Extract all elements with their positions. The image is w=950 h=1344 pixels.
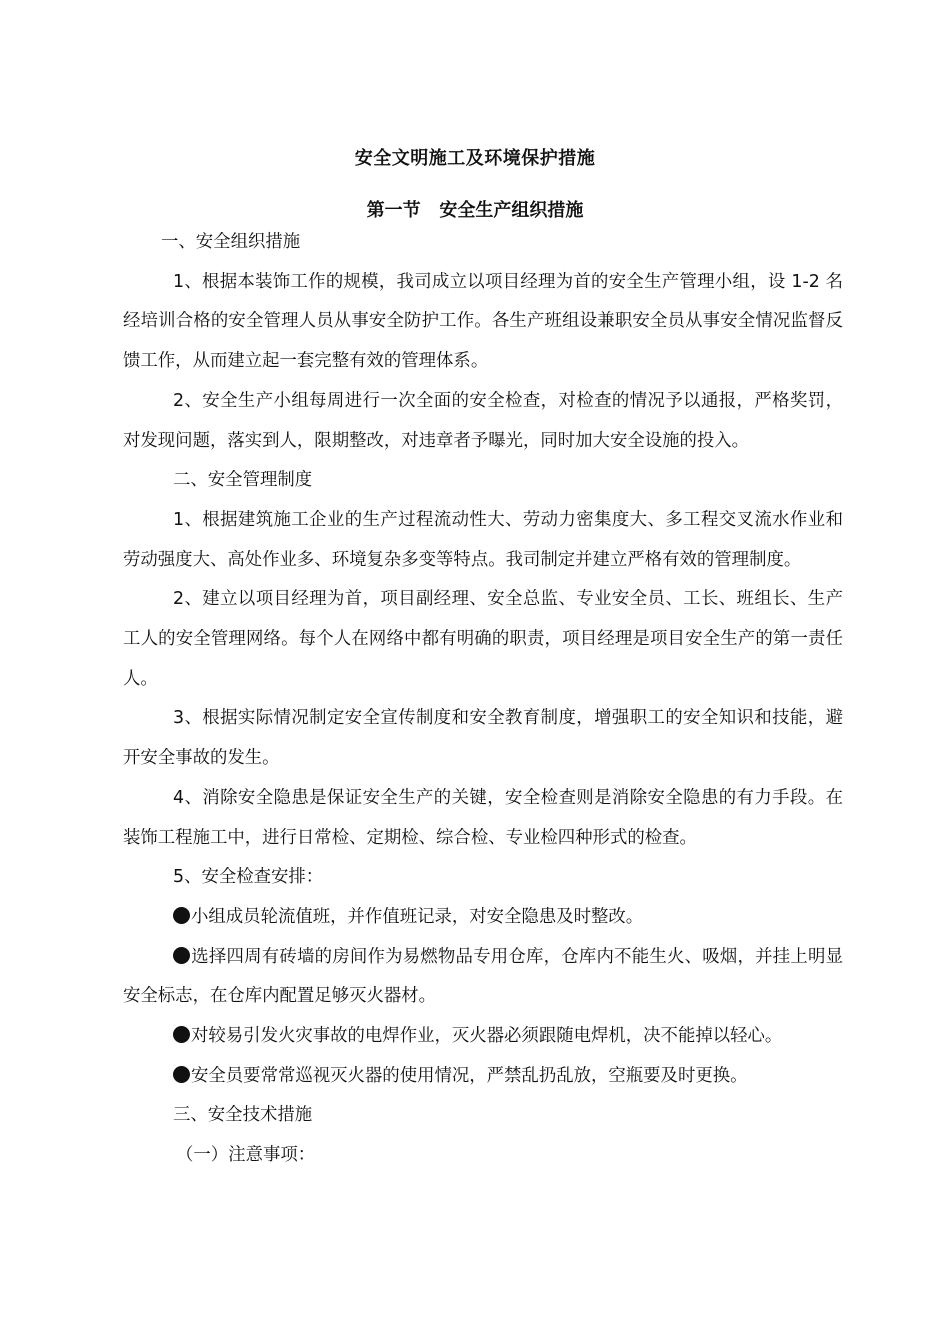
- bullet-icon: [173, 907, 190, 924]
- document-title: 安全文明施工及环境保护措施: [354, 148, 596, 169]
- bullet-text: 选择四周有砖墙的房间作为易燃物品专用仓库，仓库内不能生火、吸烟，并挂上明显安全标志，在仓库内配置足够灭火器材。: [123, 946, 843, 1007]
- heading-safety-technical-measures: 三、安全技术措施: [173, 1105, 313, 1126]
- bullet-text: 对较易引发火灾事故的电焊作业，灭火器必须跟随电焊机，决不能掉以轻心。: [191, 1026, 783, 1047]
- subheading-precautions: （一）注意事项：: [176, 1145, 316, 1166]
- bullet-text: 安全员要常常巡视灭火器的使用情况，严禁乱扔乱放，空瓶要及时更换。: [191, 1065, 748, 1086]
- bullet-item: [123, 898, 843, 938]
- paragraph: 4、消除安全隐患是保证安全生产的关键，安全检查则是消除安全隐患的有力手段。在装饰工程施工中，进行日常检、定期检、综合检、专业检四种形式的检查。: [123, 787, 843, 848]
- heading-safety-management-system: 二、安全管理制度: [173, 470, 313, 491]
- bullet-text: 小组成员轮流值班，并作值班记录，对安全隐患及时整改。: [191, 906, 644, 927]
- paragraph: 2、建立以项目经理为首，项目副经理、安全总监、专业安全员、工长、班组长、生产工人的安全管理网络。每个人在网络中都有明确的职责，项目经理是项目安全生产的第一责任人。: [123, 589, 843, 689]
- paragraph: 2、安全生产小组每周进行一次全面的安全检查，对检查的情况予以通报，严格奖罚，对发现问题，落实到人，限期整改，对违章者予曝光，同时加大安全设施的投入。: [123, 390, 843, 451]
- bullet-item: [123, 938, 843, 1017]
- bullet-item: [123, 1057, 843, 1097]
- heading-safety-organization: 一、安全组织措施: [161, 232, 301, 252]
- paragraph: 1、根据建筑施工企业的生产过程流动性大、劳动力密集度大、多工程交叉流水作业和劳动强度大、高处作业多、环境复杂多变等特点。我司制定并建立严格有效的管理制度。: [123, 509, 843, 570]
- bullet-item: [123, 1017, 843, 1057]
- section-title: 第一节 安全生产组织措施: [366, 200, 584, 221]
- paragraph: 1、根据本装饰工作的规模，我司成立以项目经理为首的安全生产管理小组，设 1-2 名经培训合格的安全管理人员从事安全防护工作。各生产班组设兼职安全员从事安全情况监督反馈工作，从而建立起一套完整有效的管理体系。: [123, 271, 843, 372]
- paragraph: 5、安全检查安排：: [173, 867, 324, 888]
- document-body: [123, 223, 843, 1176]
- bullet-icon: [173, 1026, 190, 1043]
- bullet-icon: [173, 1066, 190, 1083]
- bullet-icon: [173, 947, 190, 964]
- paragraph: 3、根据实际情况制定安全宣传制度和安全教育制度，增强职工的安全知识和技能，避开安全事故的发生。: [123, 708, 843, 769]
